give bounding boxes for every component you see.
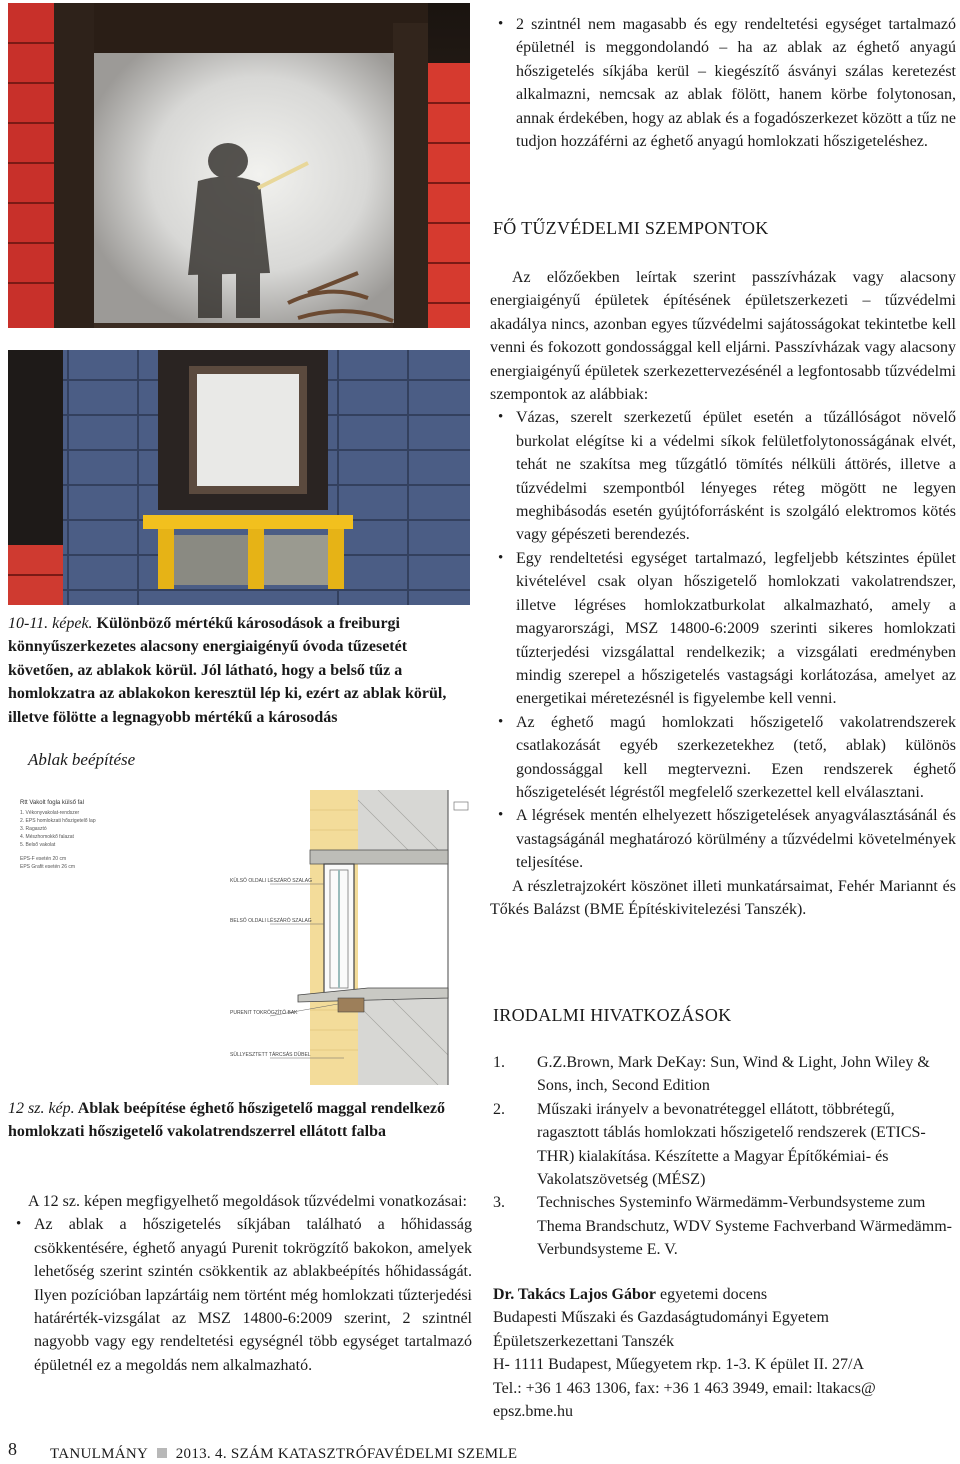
reference-text: Műszaki irányelv a bevonatréteggel ellátott, többrétegű, ragasztott táblás homlokzati hőszigetelő rendszerek (ETICS-THR) kialakítása. Készítette a Magyar Építőkémiai- és Vakolatszövetség (MÉSZ) — [537, 1100, 926, 1189]
bullet-dot-icon: • — [498, 807, 504, 824]
figure-caption-text: Különböző mértékű károsodások a freiburgi könnyűszerkezetes alacsony energiaigényű óvoda tűzesetét követően, az ablakok körül. Jól látható, hogy a belső tűz a homlokzatra az ablakokon keresztül lép ki, ezért az ablak körül, illetve fölötte a legnagyobb mértékű a károsodás — [8, 615, 447, 726]
section-heading-references: IRODALMI HIVATKOZÁSOK — [493, 1005, 732, 1025]
section-heading-fire-safety: FŐ TŰZVÉDELMI SZEMPONTOK — [493, 218, 769, 238]
legend-note: EPS Grafit esetén 26 cm — [20, 864, 76, 870]
reference-item — [493, 1191, 956, 1261]
callout-outer-sill: KÜLSŐ OLDALI LÉSZÁRÓ SZALAG — [230, 878, 312, 884]
figure-caption-number: 12 sz. kép. — [8, 1100, 75, 1117]
list-item — [490, 13, 956, 153]
list-item — [490, 406, 956, 546]
list-item — [8, 1213, 472, 1377]
figure-caption-10-11 — [8, 612, 472, 729]
author-name: Dr. Takács Lajos Gábor — [493, 1286, 656, 1303]
references-list — [493, 1051, 956, 1262]
section-intro-paragraph: Az előzőekben leírtak szerint passzívházak vagy alacsony energiaigényű épületek építésének épületszerkezeti – tűzvédelmi akadálya nincs, azonban egyes tűzvédelmi sajátosságokat tekintetbe kell venni és fokozott gondossággal kell eljárni. Passzívházak vagy alacsony energiaigényű épületek szerkezettervezésénél a legfontosabb tűzvédelmi szempontok az alábbiak: — [490, 269, 956, 404]
bullet-dot-icon: • — [498, 409, 504, 426]
fire-safety-bullet-list — [490, 406, 956, 874]
list-item-text: Az éghető magú homlokzati hőszigetelő vakolatrendszerek csatlakozását egyéb szerkezetekhez (tető, ablak) különös gondossággal kell megtervezni. Ezen rendszerek éghető hőszigetelését légréstől megfelelő szerkezettel kell elválasztani. — [516, 713, 956, 801]
reference-number: 1. — [493, 1054, 505, 1071]
drawing-title: Ablak beépítése — [28, 750, 136, 769]
bullet-dot-icon: • — [498, 16, 504, 32]
legend-item: 1. Vékonyvakolat-rendszer — [20, 810, 80, 816]
figure-caption-number: 10-11. képek. — [8, 615, 93, 632]
page-number: 8 — [8, 1439, 17, 1459]
author-contact: Tel.: +36 1 463 1306, fax: +36 1 463 3949, email: ltakacs@ — [493, 1379, 876, 1397]
section-fire-safety-body — [490, 266, 956, 921]
bullet-dot-icon: • — [498, 549, 504, 566]
technical-drawing — [8, 790, 472, 1085]
legend-item: 2. EPS homlokzati hőszigetelő lap — [20, 818, 96, 824]
author-block — [493, 1283, 956, 1423]
list-item — [490, 711, 956, 805]
window-detail-drawing — [8, 790, 472, 1085]
reference-number: 3. — [493, 1194, 505, 1212]
reference-number: 2. — [493, 1100, 505, 1118]
footer-section: TANULMÁNY — [50, 1446, 148, 1462]
reference-item — [493, 1098, 956, 1192]
legend-item: 3. Ragasztó — [20, 826, 47, 832]
callout-inner-sill: BELSŐ OLDALI LÉSZÁRÓ SZALAG — [230, 918, 312, 924]
list-item-text: Egy rendeltetési egységet tartalmazó, legfeljebb kétszintes épület kivételével csak olyan hőszigetelő homlokzati vakolatrendszer, illetve légréses homlokzatburkolat alkalmazható, amely a magyarországi, MSZ 14800-6:2009 szerinti sikeres homlokzati tűzterjedési vizsgálattal rendelkezik; a vizsgálati eredményben mindig szerepel a hőszigetelés vastagsági korlátozása, amelyet az energetikai méretezésnél is figyelembe kell venni. — [516, 549, 956, 708]
author-role: egyetemi docens — [656, 1286, 768, 1303]
author-affiliation: Budapesti Műszaki és Gazdaságtudományi Egyetem — [493, 1309, 829, 1327]
bullet-dot-icon: • — [498, 713, 504, 730]
footer-line — [50, 1446, 517, 1463]
list-item-text: Vázas, szerelt szerkezetű épület esetén a tűzállóságot növelő burkolat elégítse ki a védelmi síkok felületfolytonosságának elvét, tehát ne szakítsa meg tűzgátló tömítés nélküli áttörés, illetve a tűzvédelmi szempontból lényeges réteg mögött ne legyen meghibásodás esetén gyújtóforrásként is szolgáló elektromos kötés vagy gépészeti berendezés. — [516, 409, 956, 544]
callout-dowel: SÜLLYESZTETT TÁRCSÁS DÜBEL — [230, 1052, 311, 1058]
reference-text: G.Z.Brown, Mark DeKay: Sun, Wind & Light, John Wiley & Sons, inch, Second Edition — [537, 1054, 930, 1095]
right-top-bullet — [490, 13, 956, 153]
footer-issue: 2013. 4. SZÁM KATASZTRÓFAVÉDELMI SZEMLE — [175, 1446, 518, 1462]
left-bullet-list — [8, 1213, 472, 1377]
list-item — [490, 547, 956, 711]
photo-damaged-facade — [8, 350, 470, 605]
author-contact-cont: epsz.bme.hu — [493, 1403, 573, 1421]
left-intro-paragraph: A 12 sz. képen megfigyelhető megoldások tűzvédelmi vonatkozásai: — [28, 1193, 467, 1210]
legend-item: 5. Belső vakolat — [20, 842, 56, 848]
photo-damaged-facade-image — [8, 350, 470, 605]
bullet-dot-icon: • — [16, 1216, 22, 1233]
footer-square-icon — [157, 1448, 167, 1458]
legend-title: Rtt Vakolt fogla külső fal — [20, 800, 84, 806]
photo-fire-window — [8, 3, 470, 328]
reference-item — [493, 1051, 956, 1098]
left-body — [8, 1190, 472, 1377]
list-item-text: A légrések mentén elhelyezett hőszigetelések anyagválasztásánál és vastagságánál meghatározó körülmény a tűzvédelmi követelmények teljesítése. — [516, 807, 956, 872]
legend-item: 4. Mészhomokkő falazat — [20, 834, 74, 840]
figure-caption-12 — [8, 1097, 472, 1144]
list-item — [490, 804, 956, 874]
callout-purenit: PURENIT TOKRÖGZÍTŐ BAK — [230, 1010, 298, 1016]
author-address: H- 1111 Budapest, Műegyetem rkp. 1-3. K épület II. 27/A — [493, 1356, 865, 1374]
list-item-text: 2 szintnél nem magasabb és egy rendeltetési egységet tartalmazó épületnél is meggondolandó – ha az ablak az éghető anyagú hőszigetelés síkjába kerül – kiegészítő ásványi szálas keretezést alkalmazni, nemcsak az ablak fölött, hanem körbe folytonosan, annak érdekében, hogy az ablak és a fogadószerkezet között a tűz ne tudjon hozzáférni az éghető anyagú homlokzati hőszigeteléshez. — [516, 16, 956, 151]
figure-caption-text: Ablak beépítése éghető hőszigetelő maggal rendelkező homlokzati hőszigetelő vakolatrendszerrel ellátott falba — [8, 1100, 445, 1141]
acknowledgement-paragraph: A részletrajzokért köszönet illeti munkatársaimat, Fehér Mariannt és Tőkés Balázst (BME Építéskivitelezési Tanszék). — [490, 877, 956, 918]
photo-fire-window-image — [8, 3, 470, 328]
reference-text: Technisches Systeminfo Wärmedämm-Verbundsysteme zum Thema Brandschutz, WDV Systeme Fachverband Wärmedämm- Verbundsysteme E. V. — [537, 1194, 952, 1259]
right-top-bullet-list — [490, 13, 956, 153]
legend-note: EPS-F esetén 20 cm — [20, 856, 67, 862]
list-item-text: Az ablak a hőszigetelés síkjában található a hőhidasság csökkentésére, éghető anyagú Purenit tokrögzítő bakokon, amelyek lehetőség szerint szintén csökkentik az ablakbeépítés hőhidasságát. Ilyen pozícióban lapzártáig nem történt még homlokzati tűzterjedési határérték-vizsgálat az MSZ 14800-6:2009 szerint, 2 szintnél nagyobb vagy egy rendeltetési egységnél több egységet tartalmazó épületnél ez a megoldás nem alkalmazható. — [34, 1216, 472, 1374]
author-name-line — [493, 1283, 956, 1306]
author-department: Épületszerkezettani Tanszék — [493, 1332, 675, 1350]
